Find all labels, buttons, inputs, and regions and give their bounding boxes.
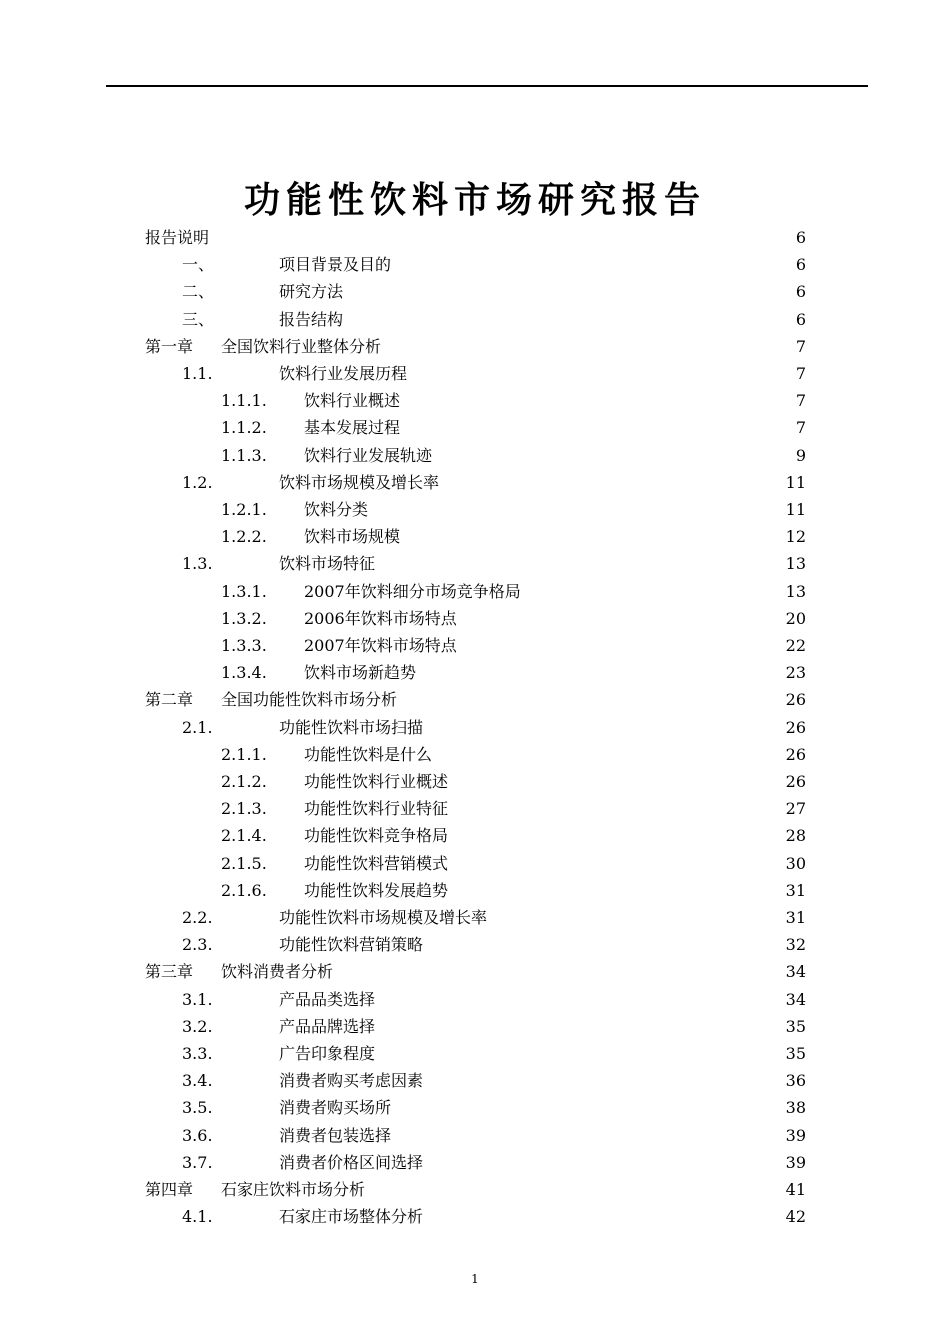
toc-entry[interactable] (182, 986, 806, 1013)
toc-entry-number: 第四章 (145, 1180, 194, 1199)
toc-entry-page: 9 (795, 445, 806, 465)
toc-entry[interactable] (221, 605, 806, 632)
toc-entry-page: 35 (785, 1044, 806, 1063)
toc-entry-title: 2007年饮料市场特点 (304, 636, 457, 655)
toc-entry[interactable] (182, 1203, 806, 1230)
toc-entry-number: 3.5. (182, 1098, 213, 1118)
toc-entry[interactable] (221, 496, 806, 523)
toc-entry-number: 3.7. (182, 1152, 213, 1172)
toc-entry-title: 功能性饮料营销策略 (279, 935, 424, 955)
toc-entry-page: 28 (785, 826, 806, 846)
toc-entry-page: 6 (795, 228, 806, 247)
toc-entry-page: 34 (785, 962, 806, 982)
toc-entry-number: 1.2. (182, 472, 213, 492)
toc-entry-page: 34 (785, 989, 806, 1009)
toc-entry-page: 26 (785, 772, 806, 791)
toc-entry-page: 11 (785, 472, 806, 492)
toc-entry-title: 饮料行业发展轨迹 (304, 445, 433, 465)
toc-entry-number: 2.1.5. (221, 853, 267, 873)
toc-entry[interactable] (221, 442, 806, 469)
toc-entry-page: 30 (785, 853, 806, 873)
toc-entry-number: 第二章 (145, 690, 194, 710)
toc-entry-number: 2.2. (182, 908, 213, 927)
toc-entry[interactable] (182, 1067, 806, 1094)
toc-entry-number: 1.3.1. (221, 581, 267, 601)
toc-entry[interactable] (221, 632, 806, 659)
toc-entry-page: 11 (785, 500, 806, 519)
toc-entry-number: 1.1. (182, 364, 213, 383)
toc-entry[interactable] (182, 306, 806, 333)
toc-entry-page: 26 (785, 690, 806, 710)
toc-entry-title: 功能性饮料发展趋势 (304, 880, 449, 900)
toc-entry-page: 31 (785, 880, 806, 900)
toc-entry[interactable] (182, 904, 806, 931)
toc-entry[interactable] (221, 877, 806, 904)
toc-entry[interactable] (182, 1094, 806, 1121)
toc-entry[interactable] (221, 741, 806, 768)
toc-entry-title: 2007年饮料细分市场竞争格局 (304, 581, 521, 601)
toc-entry-number: 1.3.3. (221, 636, 267, 655)
toc-entry-title: 报告说明 (145, 228, 210, 247)
toc-entry[interactable] (182, 278, 806, 305)
toc-entry-title: 全国饮料行业整体分析 (221, 336, 382, 356)
toc-entry-title: 功能性饮料市场扫描 (279, 717, 424, 737)
toc-entry-title: 饮料分类 (304, 500, 369, 519)
toc-entry-number: 三、 (182, 309, 215, 329)
toc-entry-number: 第三章 (145, 962, 194, 982)
toc-entry-title: 饮料市场新趋势 (304, 663, 417, 683)
toc-entry-page: 7 (795, 391, 806, 411)
toc-entry[interactable] (221, 523, 806, 550)
toc-entry-page: 6 (795, 255, 806, 275)
toc-entry-number: 3.1. (182, 989, 213, 1009)
toc-entry-title: 功能性饮料是什么 (304, 744, 433, 764)
toc-entry-page: 20 (785, 608, 806, 628)
toc-entry-page: 39 (785, 1152, 806, 1172)
toc-entry-title: 石家庄饮料市场分析 (221, 1180, 366, 1199)
header-rule (106, 85, 868, 87)
toc-entry[interactable] (182, 714, 806, 741)
toc-entry[interactable] (182, 550, 806, 577)
toc-entry-title: 饮料行业概述 (304, 391, 401, 411)
toc-entry[interactable] (182, 1040, 806, 1067)
toc-entry-title: 2006年饮料市场特点 (304, 608, 457, 628)
toc-entry-title: 消费者价格区间选择 (279, 1152, 424, 1172)
toc-entry-number: 一、 (182, 255, 215, 275)
toc-entry-title: 广告印象程度 (279, 1044, 376, 1063)
toc-entry[interactable] (182, 360, 806, 387)
toc-entry[interactable] (221, 387, 806, 414)
toc-entry-number: 1.2.2. (221, 527, 267, 547)
toc-entry-title: 全国功能性饮料市场分析 (221, 690, 398, 710)
toc-entry-title: 饮料消费者分析 (221, 962, 334, 982)
toc-entry-number: 3.3. (182, 1044, 213, 1063)
toc-entry-title: 功能性饮料行业概述 (304, 772, 449, 791)
toc-entry-title: 饮料行业发展历程 (279, 364, 408, 383)
toc-entry-page: 31 (785, 908, 806, 927)
toc-entry-number: 二、 (182, 282, 215, 302)
toc-entry-number: 3.6. (182, 1125, 213, 1145)
toc-entry-number: 4.1. (182, 1207, 213, 1227)
toc-entry-title: 功能性饮料竞争格局 (304, 826, 449, 846)
toc-entry-number: 2.1.3. (221, 799, 267, 819)
toc-entry-number: 1.3.2. (221, 608, 267, 628)
toc-entry[interactable] (182, 1149, 806, 1176)
toc-entry[interactable] (221, 768, 806, 795)
toc-entry-page: 38 (785, 1098, 806, 1118)
toc-entry-number: 2.1.4. (221, 826, 267, 846)
toc-entry-number: 3.4. (182, 1071, 213, 1091)
page-number: 1 (471, 1272, 479, 1286)
toc-entry-title: 饮料市场特征 (279, 554, 376, 574)
toc-entry-number: 第一章 (145, 336, 194, 356)
toc-entry-number: 2.3. (182, 935, 213, 955)
toc-entry-page: 39 (785, 1125, 806, 1145)
toc-entry-number: 2.1.1. (221, 744, 267, 764)
toc-entry-page: 42 (785, 1207, 806, 1227)
toc-entry-page: 22 (785, 636, 806, 655)
toc-entry[interactable] (145, 958, 806, 985)
toc-entry-title: 功能性饮料市场规模及增长率 (279, 908, 488, 927)
toc-entry[interactable] (182, 1122, 806, 1149)
toc-entry[interactable] (145, 1176, 806, 1203)
toc-entry-number: 3.2. (182, 1016, 213, 1036)
toc-entry-title: 饮料市场规模 (304, 527, 401, 547)
toc-entry-number: 2.1.2. (221, 772, 267, 791)
toc-entry-title: 石家庄市场整体分析 (279, 1207, 424, 1227)
toc-entry-number: 1.1.2. (221, 418, 267, 438)
toc-entry-number: 1.1.1. (221, 391, 267, 411)
toc-entry-page: 7 (795, 418, 806, 438)
toc-entry-page: 26 (785, 744, 806, 764)
toc-entry-page: 27 (785, 799, 806, 819)
toc-entry[interactable] (145, 686, 806, 713)
toc-entry[interactable] (221, 822, 806, 849)
toc-entry[interactable] (221, 414, 806, 441)
toc-entry[interactable] (221, 850, 806, 877)
toc-entry-page: 7 (795, 364, 806, 383)
toc-entry[interactable] (182, 469, 806, 496)
toc-entry-page: 13 (785, 581, 806, 601)
toc-entry-page: 26 (785, 717, 806, 737)
toc-entry-title: 功能性饮料行业特征 (304, 799, 449, 819)
toc-entry-page: 6 (795, 309, 806, 329)
toc-entry-page: 13 (785, 554, 806, 574)
toc-entry-number: 2.1.6. (221, 880, 267, 900)
toc-entry-title: 产品品牌选择 (279, 1016, 376, 1036)
toc-entry-number: 1.3.4. (221, 663, 267, 683)
toc-entry-page: 12 (785, 527, 806, 547)
toc-entry-title: 项目背景及目的 (279, 255, 392, 275)
toc-entry[interactable] (182, 1013, 806, 1040)
toc-entry-title: 功能性饮料营销模式 (304, 853, 449, 873)
toc-entry-title: 研究方法 (279, 282, 344, 302)
toc-entry-title: 消费者购买场所 (279, 1098, 392, 1118)
toc-entry[interactable] (145, 333, 806, 360)
toc-entry-number: 1.2.1. (221, 500, 267, 519)
toc-entry-number: 2.1. (182, 717, 213, 737)
toc-entry-number: 1.1.3. (221, 445, 267, 465)
toc-entry-title: 基本发展过程 (304, 418, 401, 438)
toc-entry[interactable] (182, 931, 806, 958)
toc-entry-title: 报告结构 (279, 309, 344, 329)
toc-entry-page: 41 (785, 1180, 806, 1199)
toc-entry-title: 产品品类选择 (279, 989, 376, 1009)
toc-entry[interactable] (182, 251, 806, 278)
toc-entry-page: 35 (785, 1016, 806, 1036)
toc-entry[interactable] (221, 659, 806, 686)
toc-entry-page: 7 (795, 336, 806, 356)
toc-entry-title: 饮料市场规模及增长率 (279, 472, 440, 492)
toc-entry-page: 6 (795, 282, 806, 302)
toc-entry[interactable] (221, 578, 806, 605)
toc-entry-title: 消费者购买考虑因素 (279, 1071, 424, 1091)
toc-entry[interactable] (221, 795, 806, 822)
document-title: 功能性饮料市场研究报告 (243, 180, 706, 221)
toc-entry[interactable] (145, 224, 806, 251)
toc-entry-page: 32 (785, 935, 806, 955)
toc-entry-title: 消费者包装选择 (279, 1125, 392, 1145)
toc-entry-page: 36 (785, 1071, 806, 1091)
toc-entry-page: 23 (785, 663, 806, 683)
toc-entry-number: 1.3. (182, 554, 213, 574)
